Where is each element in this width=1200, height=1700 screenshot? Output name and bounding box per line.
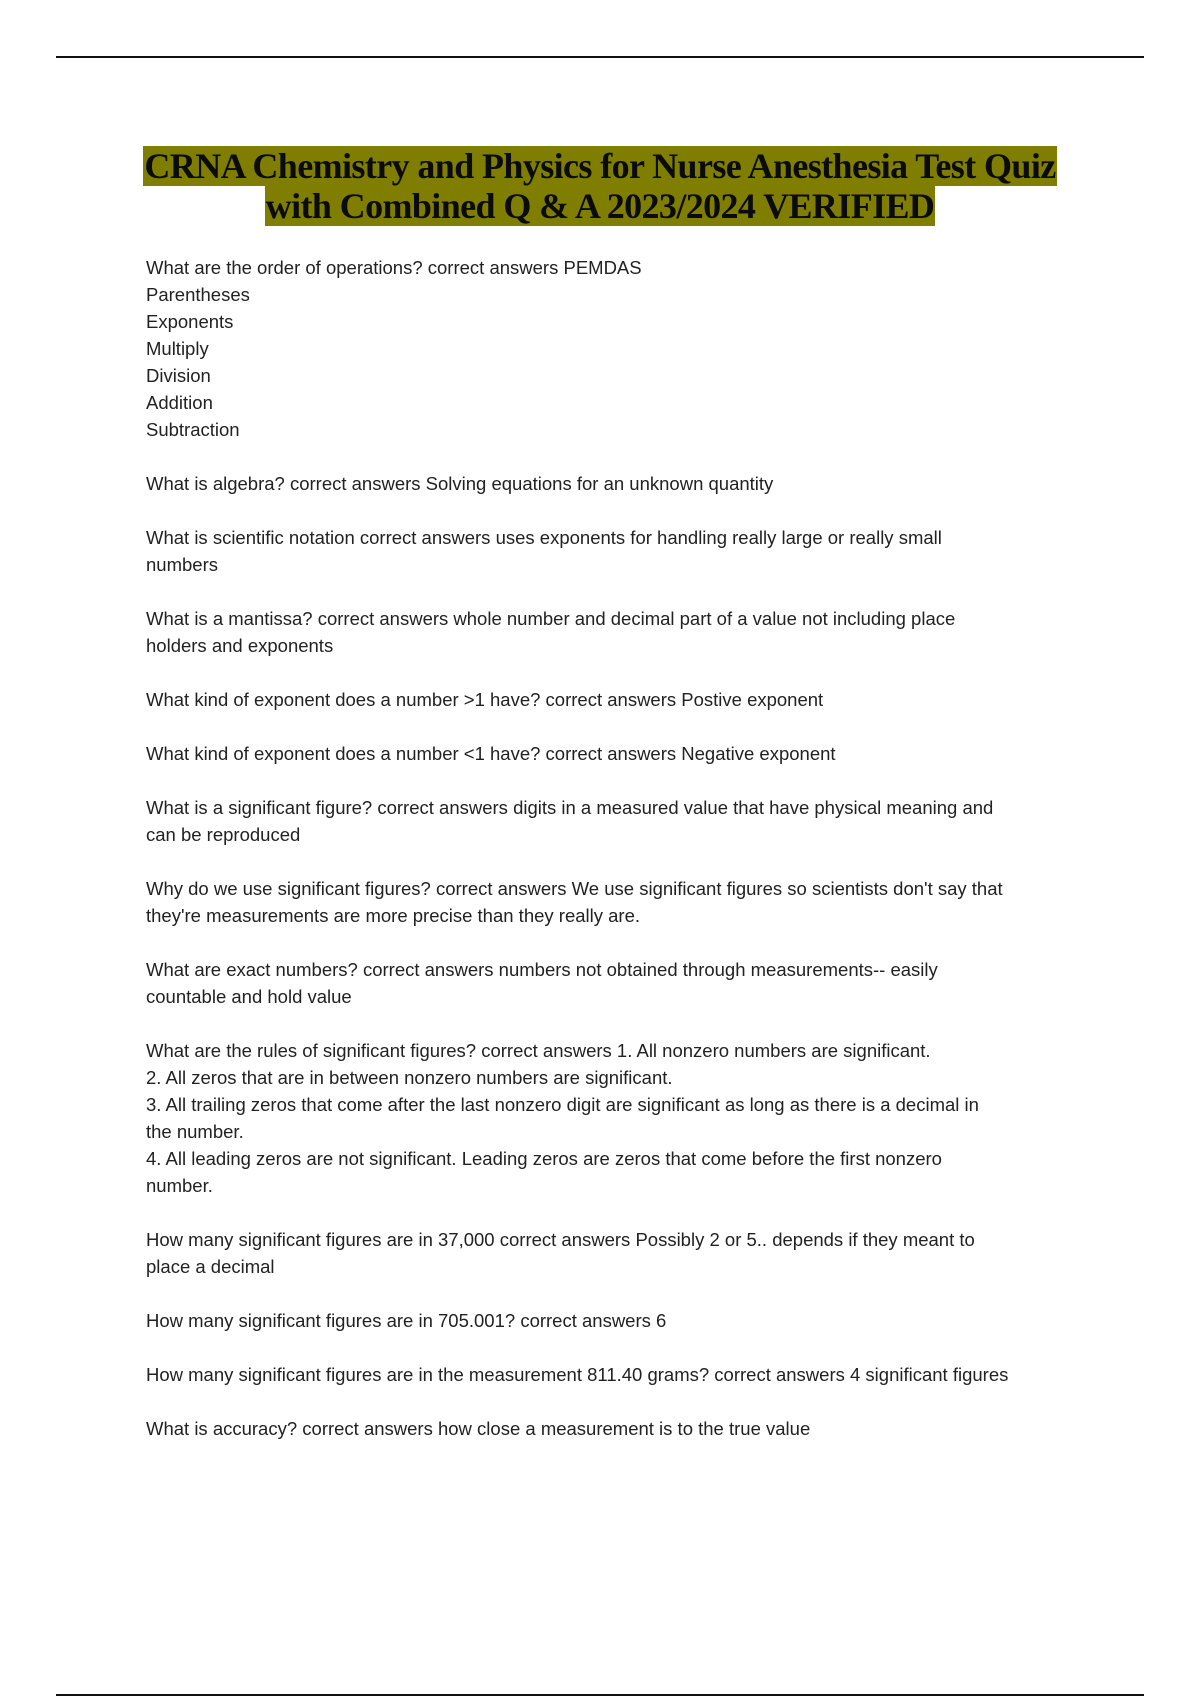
qa-text-line: countable and hold value bbox=[146, 986, 352, 1007]
top-rule bbox=[56, 56, 1144, 58]
qa-item bbox=[146, 686, 1096, 713]
qa-question-line: What is a significant figure? correct answers digits in a measured value that have physical meaning and bbox=[146, 797, 994, 818]
qa-item bbox=[146, 794, 1096, 848]
qa-text-line: holders and exponents bbox=[146, 635, 334, 656]
qa-question-line: What are exact numbers? correct answers numbers not obtained through measurements-- easily bbox=[146, 959, 938, 980]
document-title bbox=[60, 146, 1140, 226]
qa-question-line: What is a mantissa? correct answers whole number and decimal part of a value not including place bbox=[146, 608, 956, 629]
qa-text-line: 4. All leading zeros are not significant. Leading zeros are zeros that come before the first nonzero bbox=[146, 1148, 942, 1169]
qa-question-line: How many significant figures are in 705.001? correct answers 6 bbox=[146, 1310, 667, 1331]
bottom-rule bbox=[56, 1694, 1144, 1696]
qa-question-line: What are the rules of significant figures? correct answers 1. All nonzero numbers are significant. bbox=[146, 1040, 931, 1061]
qa-text-line: Addition bbox=[146, 392, 213, 413]
qa-question-line: What kind of exponent does a number <1 have? correct answers Negative exponent bbox=[146, 743, 836, 764]
qa-question-line: Why do we use significant figures? correct answers We use significant figures so scientists don't say that bbox=[146, 878, 1003, 899]
qa-text-line: 3. All trailing zeros that come after the last nonzero digit are significant as long as there is a decimal in bbox=[146, 1094, 979, 1115]
qa-text-line: Subtraction bbox=[146, 419, 240, 440]
qa-item bbox=[146, 875, 1096, 929]
qa-text-line: Multiply bbox=[146, 338, 209, 359]
qa-text-line: Exponents bbox=[146, 311, 234, 332]
qa-item bbox=[146, 470, 1096, 497]
qa-item bbox=[146, 1361, 1096, 1388]
qa-question-line: What is accuracy? correct answers how close a measurement is to the true value bbox=[146, 1418, 811, 1439]
qa-text-line: can be reproduced bbox=[146, 824, 301, 845]
qa-text-line: the number. bbox=[146, 1121, 244, 1142]
qa-question-line: What are the order of operations? correct answers PEMDAS bbox=[146, 257, 642, 278]
qa-item bbox=[146, 605, 1096, 659]
qa-item bbox=[146, 956, 1096, 1010]
qa-item bbox=[146, 740, 1096, 767]
qa-question-line: What is algebra? correct answers Solving equations for an unknown quantity bbox=[146, 473, 774, 494]
qa-text-line: place a decimal bbox=[146, 1256, 275, 1277]
qa-text-line: they're measurements are more precise than they really are. bbox=[146, 905, 641, 926]
qa-question-line: How many significant figures are in 37,000 correct answers Possibly 2 or 5.. depends if they meant to bbox=[146, 1229, 975, 1250]
qa-content bbox=[146, 254, 1096, 1469]
qa-question-line: What is scientific notation correct answers uses exponents for handling really large or really small bbox=[146, 527, 942, 548]
qa-text-line: number. bbox=[146, 1175, 213, 1196]
qa-text-line: Parentheses bbox=[146, 284, 250, 305]
qa-item bbox=[146, 1307, 1096, 1334]
title-line-1: CRNA Chemistry and Physics for Nurse Anesthesia Test Quiz bbox=[144, 146, 1056, 186]
qa-text-line: Division bbox=[146, 365, 211, 386]
title-line-2: with Combined Q & A 2023/2024 VERIFIED bbox=[265, 186, 935, 226]
qa-item bbox=[146, 1226, 1096, 1280]
qa-item bbox=[146, 524, 1096, 578]
qa-text-line: 2. All zeros that are in between nonzero numbers are significant. bbox=[146, 1067, 673, 1088]
qa-item bbox=[146, 254, 1096, 443]
qa-text-line: numbers bbox=[146, 554, 218, 575]
qa-item bbox=[146, 1037, 1096, 1199]
qa-question-line: What kind of exponent does a number >1 have? correct answers Postive exponent bbox=[146, 689, 824, 710]
qa-question-line: How many significant figures are in the measurement 811.40 grams? correct answers 4 significant figures bbox=[146, 1364, 1009, 1385]
qa-item bbox=[146, 1415, 1096, 1442]
